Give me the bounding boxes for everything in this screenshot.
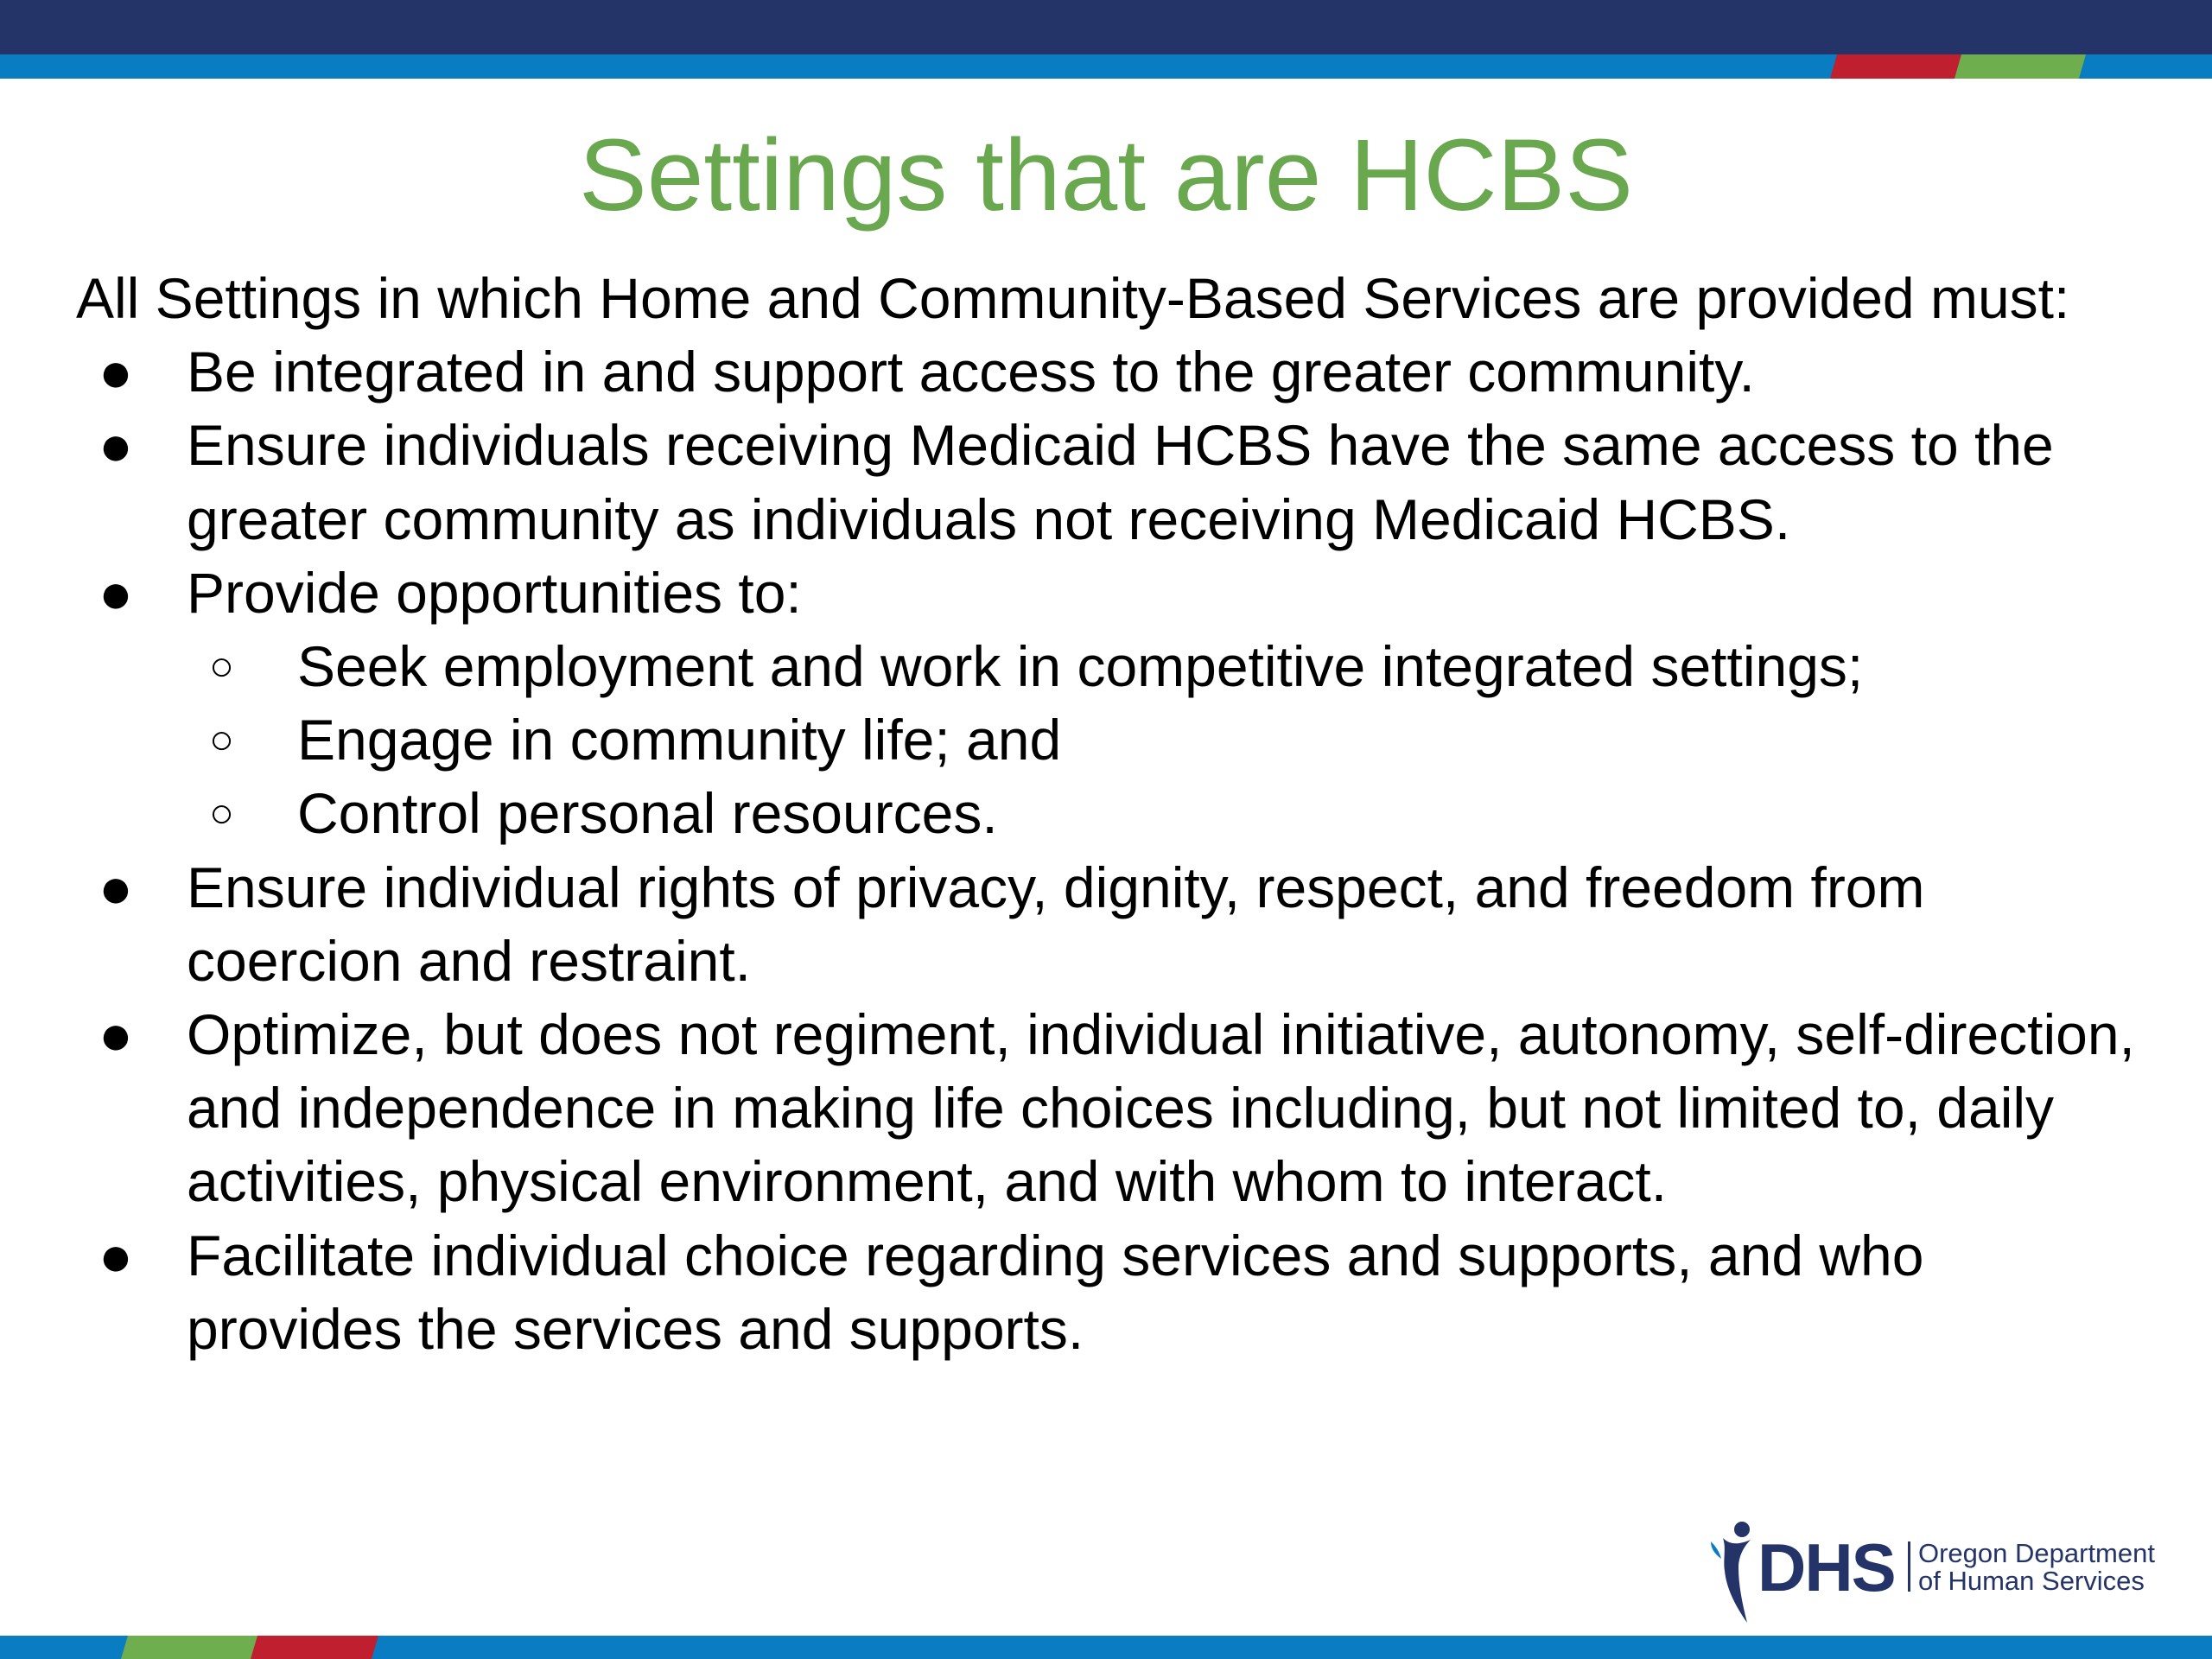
- sub-bullet-icon: ○: [209, 717, 234, 764]
- bullet-icon: ●: [99, 340, 133, 404]
- top-banner-red-stripe: [1830, 54, 1961, 79]
- bullet-text: Ensure individual rights of privacy, dignity, respect, and freedom from coercion and restraint.: [187, 855, 1925, 993]
- sub-bullet-item: [187, 630, 2150, 703]
- sub-bullet-text: Engage in community life; and: [297, 708, 1062, 772]
- dhs-logo: [1704, 1516, 2162, 1628]
- bullet-item: [76, 335, 2150, 409]
- bullet-list: [76, 335, 2150, 1366]
- bullet-icon: ●: [99, 1002, 133, 1067]
- bullet-icon: ●: [99, 855, 133, 919]
- bullet-text: Optimize, but does not regiment, individual initiative, autonomy, self-direction, and independence in making life choices including, but not limited to, daily activities, physical environment, and with whom to interact.: [187, 1002, 2135, 1214]
- intro-text: All Settings in which Home and Community-Based Services are provided must:: [76, 266, 2070, 330]
- bullet-item: [76, 851, 2150, 998]
- logo-text-line1: Oregon Department: [1918, 1538, 2155, 1568]
- bullet-icon: ●: [99, 413, 133, 478]
- bullet-text: Facilitate individual choice regarding services and supports, and who provides the services and supports.: [187, 1223, 1924, 1361]
- sub-bullet-text: Control personal resources.: [297, 781, 998, 846]
- top-banner-navy: [0, 0, 2212, 54]
- logo-divider: [1908, 1541, 1910, 1592]
- slide-title: Settings that are HCBS: [579, 118, 1633, 232]
- sub-bullet-icon: ○: [209, 644, 234, 690]
- bullet-text: Be integrated in and support access to the greater community.: [187, 340, 1755, 404]
- sub-bullet-item: [187, 777, 2150, 850]
- bottom-banner-red-stripe: [251, 1636, 378, 1659]
- bullet-text: Ensure individuals receiving Medicaid HCBS have the same access to the greater community as individuals not receiving Medicaid HCBS.: [187, 413, 2054, 551]
- bullet-text: Provide opportunities to:: [187, 560, 802, 625]
- sub-bullet-text: Seek employment and work in competitive integrated settings;: [297, 634, 1864, 699]
- bullet-item: [76, 409, 2150, 556]
- sub-bullet-icon: ○: [209, 791, 234, 837]
- logo-text-line2: of Human Services: [1918, 1566, 2145, 1596]
- sub-bullet-list: [187, 630, 2150, 851]
- bullet-icon: ●: [99, 1223, 133, 1287]
- logo-acronym: DHS: [1758, 1529, 1895, 1605]
- bottom-banner-green-stripe: [121, 1636, 259, 1659]
- bullet-item: [76, 1219, 2150, 1366]
- slide-body: [76, 262, 2150, 1366]
- bullet-icon: ●: [99, 560, 133, 625]
- sub-bullet-item: [187, 703, 2150, 777]
- bullet-item: [76, 556, 2150, 851]
- bullet-item: [76, 998, 2150, 1219]
- top-banner-green-stripe: [1955, 54, 2086, 79]
- dhs-figure-icon: [1704, 1516, 1764, 1628]
